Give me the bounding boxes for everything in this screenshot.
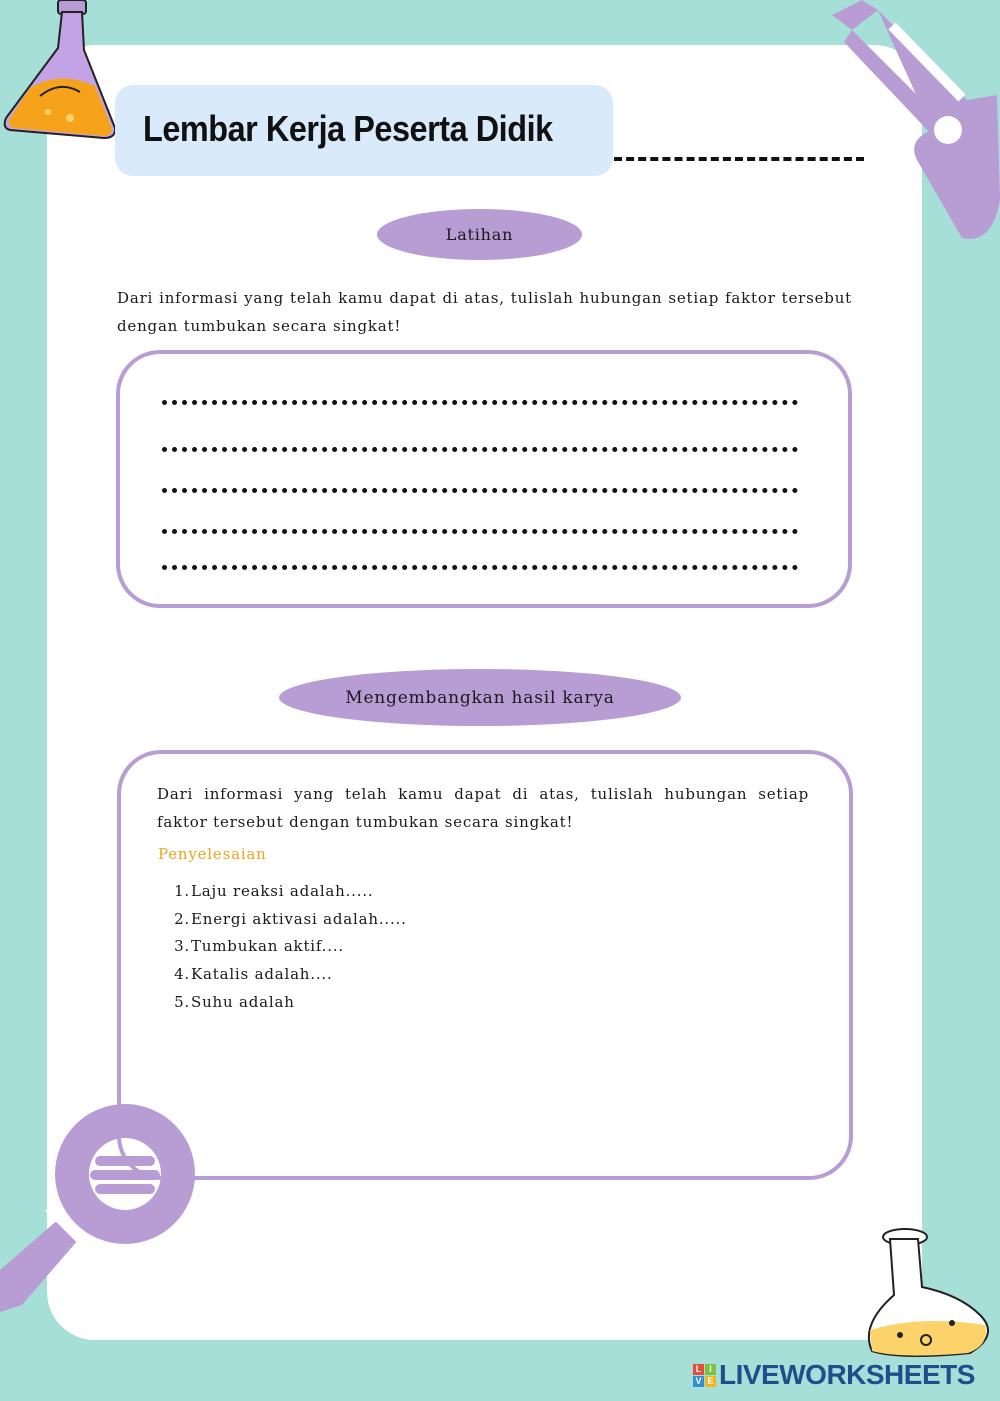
list-item: 1. Laju reaksi adalah..... xyxy=(174,882,374,900)
answer-line[interactable] xyxy=(162,400,798,405)
answer-line[interactable] xyxy=(162,447,798,452)
answer-line[interactable] xyxy=(162,529,798,534)
title-underline xyxy=(614,157,864,161)
liveworksheets-logo[interactable] xyxy=(693,1358,975,1392)
answer-heading: Penyelesaian xyxy=(158,845,267,863)
section-label-karya: Mengembangkan hasil karya xyxy=(279,669,681,726)
logo-text: LIVEWORKSHEETS xyxy=(719,1359,975,1390)
karya-instruction: Dari informasi yang telah kamu dapat di atas, tulislah hubungan setiap faktor tersebut dengan tumbukan secara singkat! xyxy=(157,785,809,831)
list-item: 2. Energi aktivasi adalah..... xyxy=(174,909,407,928)
round-flask-icon xyxy=(860,1225,1000,1360)
list-item: 4. Katalis adalah.... xyxy=(174,965,333,984)
flask-icon xyxy=(0,0,120,145)
page-title: Lembar Kerja Peserta Didik xyxy=(143,108,553,149)
latihan-instruction: Dari informasi yang telah kamu dapat di atas, tulislah hubungan setiap faktor tersebut dengan tumbukan secara singkat! xyxy=(117,289,852,335)
beaker-icon xyxy=(822,0,1000,245)
answer-line[interactable] xyxy=(162,565,798,570)
answer-line[interactable] xyxy=(162,488,798,493)
question-list xyxy=(170,878,407,1017)
logo-mark: L I V E xyxy=(693,1364,716,1387)
list-item: 5. Suhu adalah xyxy=(174,992,295,1011)
section-label-latihan: Latihan xyxy=(377,209,582,260)
list-item: 3. Tumbukan aktif.... xyxy=(174,937,344,956)
